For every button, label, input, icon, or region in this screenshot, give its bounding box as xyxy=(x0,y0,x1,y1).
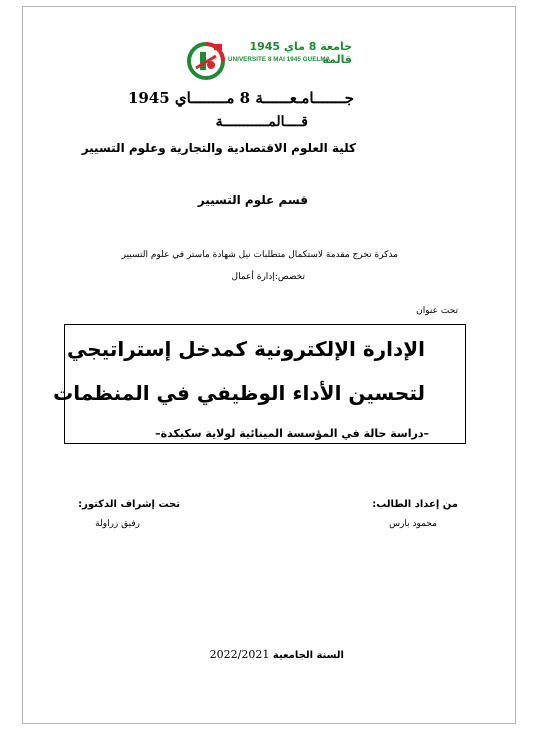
under-title-label: تحت عنوان xyxy=(416,306,458,316)
logo-name-arabic: جامعة 8 ماي 1945 قالمة xyxy=(249,40,352,66)
university-logo xyxy=(186,38,356,84)
supervisor-name: رفيق زراولة xyxy=(95,519,140,529)
faculty-name: كلية العلوم الاقتصادية والتجارية وعلوم التسيير xyxy=(81,141,356,155)
thesis-subtitle: –دراسة حالة في المؤسسة المينائية لولاية سكيكدة– xyxy=(155,427,429,440)
university-emblem-icon xyxy=(186,38,226,82)
university-name-line: جـــــــامـعــــــة 8 مــــــــاي 1945 xyxy=(127,89,354,107)
student-name: محمود بارس xyxy=(389,519,437,529)
department-name: قسم علوم التسيير xyxy=(197,193,308,207)
university-city-line: قــــالمـــــــــــة xyxy=(215,114,308,130)
memo-purpose: مذكرة تخرج مقدمة لاستكمال متطلبات نيل شهادة ماستر في علوم التسيير xyxy=(121,250,398,260)
student-label: من إعداد الطالب: xyxy=(372,499,458,510)
thesis-title-line2: لتحسين الأداء الوظيفي في المنظمات xyxy=(53,381,425,405)
academic-year-label: السنة الجامعية xyxy=(272,650,344,661)
logo-name-french: UNIVERSITE 8 MAI 1945 GUELMA xyxy=(228,56,331,63)
thesis-title-line1: الإدارة الإلكترونية كمدخل إستراتيجي xyxy=(67,337,425,361)
supervisor-label: تحت إشراف الدكتور: xyxy=(78,499,180,510)
specialty-line: تخصص:إدارة أعمال xyxy=(231,272,305,282)
academic-year xyxy=(210,648,344,661)
academic-year-value: 2022/2021 xyxy=(209,648,270,661)
thesis-title-box xyxy=(53,324,466,444)
